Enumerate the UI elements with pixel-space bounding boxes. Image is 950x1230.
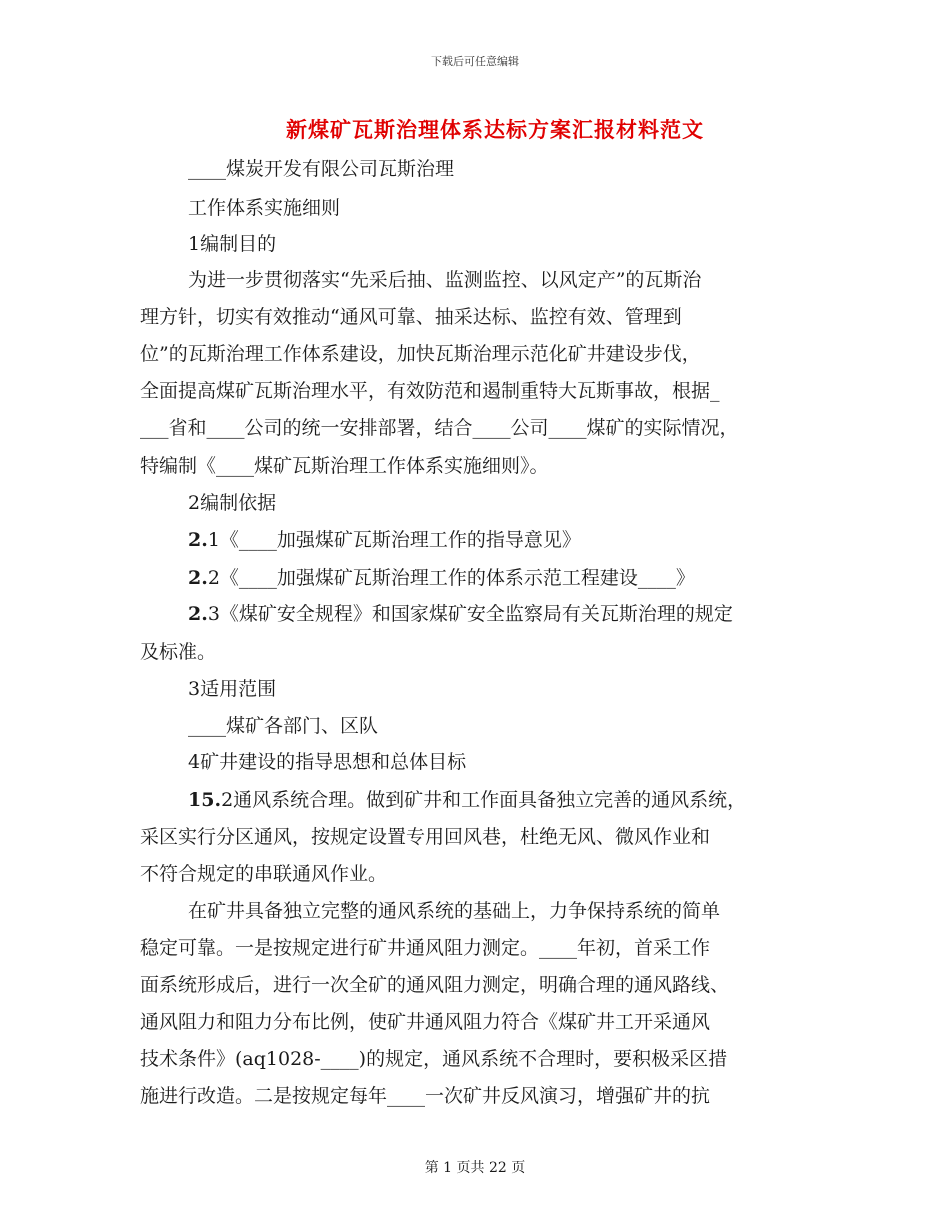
paragraph-line: 及标准。 bbox=[140, 641, 217, 663]
paragraph-line: 采区实行分区通风，按规定设置专用回风巷，杜绝无风、微风作业和 bbox=[140, 826, 711, 848]
item-number: 15. bbox=[188, 789, 222, 811]
subsection-line bbox=[188, 788, 746, 812]
reference-item bbox=[188, 566, 695, 590]
paragraph-line: 工作体系实施细则 bbox=[188, 197, 341, 219]
reference-text: 2《____加强煤矿瓦斯治理工作的体系示范工程建设____》 bbox=[207, 567, 695, 589]
paragraph-line: 稳定可靠。一是按规定进行矿井通风阻力测定。____年初，首采工作 bbox=[140, 937, 711, 959]
paragraph-line: 面系统形成后，进行一次全矿的通风阻力测定，明确合理的通风路线、 bbox=[140, 974, 730, 996]
section-heading: 3适用范围 bbox=[188, 678, 277, 700]
paragraph-line: 施进行改造。二是按规定每年____一次矿井反风演习，增强矿井的抗 bbox=[140, 1085, 711, 1107]
paragraph-line: 为进一步贯彻落实“先采后抽、监测监控、以风定产”的瓦斯治 bbox=[188, 269, 702, 291]
item-number: 2. bbox=[188, 567, 208, 589]
paragraph-line: ____煤矿各部门、区队 bbox=[188, 715, 379, 737]
page-header: 下载后可任意编辑 bbox=[431, 55, 519, 68]
reference-item bbox=[188, 528, 581, 552]
paragraph-line: 位”的瓦斯治理工作体系建设，加快瓦斯治理示范化矿井建设步伐， bbox=[140, 343, 701, 365]
paragraph-line: ____煤炭开发有限公司瓦斯治理 bbox=[188, 158, 455, 180]
section-heading: 2编制依据 bbox=[188, 492, 277, 514]
paragraph-line: 特编制《____煤矿瓦斯治理工作体系实施细则》。 bbox=[140, 455, 549, 477]
section-heading: 4矿井建设的指导思想和总体目标 bbox=[188, 751, 467, 773]
item-number: 2. bbox=[188, 529, 208, 551]
paragraph-line: 不符合规定的串联通风作业。 bbox=[140, 863, 388, 885]
paragraph-line: ___省和____公司的统一安排部署，结合____公司____煤矿的实际情况， bbox=[140, 417, 739, 439]
paragraph-line: 通风阻力和阻力分布比例，使矿井通风阻力符合《煤矿井工开采通风 bbox=[140, 1011, 711, 1033]
item-number: 2. bbox=[188, 603, 208, 625]
section-heading: 1编制目的 bbox=[188, 233, 277, 255]
page-footer: 第 1 页共 22 页 bbox=[424, 1160, 526, 1176]
paragraph-line: 在矿井具备独立完整的通风系统的基础上，力争保持系统的简单 bbox=[188, 900, 721, 922]
subsection-text: 2通风系统合理。做到矿井和工作面具备独立完善的通风系统， bbox=[221, 789, 747, 811]
paragraph-line: 理方针，切实有效推动“通风可靠、抽采达标、监控有效、管理到 bbox=[140, 306, 682, 328]
reference-item bbox=[188, 602, 733, 626]
document-title: 新煤矿瓦斯治理体系达标方案汇报材料范文 bbox=[286, 117, 704, 142]
paragraph-line: 技术条件》(aq1028-____)的规定，通风系统不合理时，要积极采区措 bbox=[140, 1048, 728, 1070]
reference-text: 1《____加强煤矿瓦斯治理工作的指导意见》 bbox=[207, 529, 581, 551]
reference-text: 3《煤矿安全规程》和国家煤矿安全监察局有关瓦斯治理的规定 bbox=[207, 603, 733, 625]
paragraph-line: 全面提高煤矿瓦斯治理水平，有效防范和遏制重特大瓦斯事故，根据_ bbox=[140, 380, 720, 402]
